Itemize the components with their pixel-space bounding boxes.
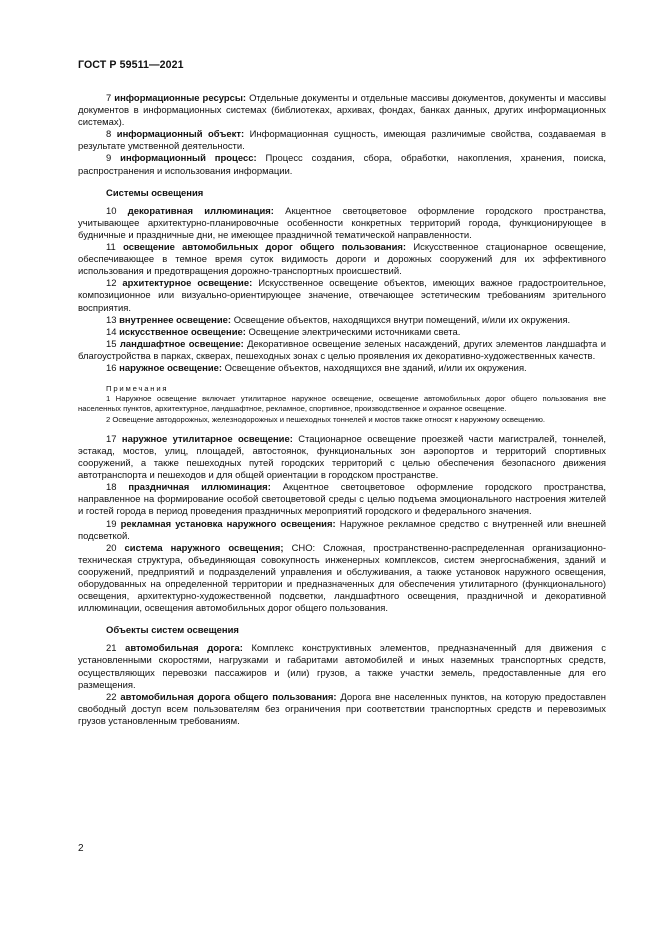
terms-block-4	[78, 643, 606, 728]
term-number: 11	[106, 242, 116, 254]
page-number: 2	[78, 843, 84, 854]
notes-block	[78, 384, 606, 425]
term-number: 16	[106, 362, 117, 374]
term-entry	[78, 93, 606, 129]
term-name: наружное освещение:	[119, 362, 223, 374]
term-number: 18	[106, 482, 117, 494]
term-definition: Акцентное светоцветовое оформление городского пространства, учитывающее архитектурно-планировочные особенности конкретных территорий города, функционирующее в будничные и праздничные дни, не имеющее праздничной тематической направленности.	[78, 205, 607, 241]
document-code-header: ГОСТ Р 59511—2021	[78, 59, 184, 71]
term-number: 8	[106, 129, 112, 141]
term-number: 9	[106, 153, 112, 165]
term-entry	[78, 692, 606, 728]
terms-block-1	[78, 93, 606, 178]
note-item: 1 Наружное освещение включает утилитарное наружное освещение, освещение автомобильных дорог общего пользования вне населенных пунктов, архитектурное, ландшафтное, рекламное, спортивное, производственное и охранное освещение.	[78, 394, 606, 414]
term-entry	[78, 543, 606, 616]
term-name: система наружного освещения;	[124, 542, 284, 554]
section-title-lighting-systems: Системы освещения	[106, 187, 204, 199]
note-item: 2 Освещение автодорожных, железнодорожных и пешеходных тоннелей и мостов также относят к наружному освещению.	[106, 414, 546, 424]
term-name: архитектурное освещение:	[122, 278, 253, 290]
term-name: автомобильная дорога:	[125, 643, 243, 655]
term-definition: Освещение электрическими источниками света.	[248, 326, 461, 338]
term-definition: Отдельные документы и отдельные массивы документов, документы и массивы документов в информационных системах (библиотеках, архивах, фондах, банках данных, других информационных системах).	[78, 93, 607, 129]
term-name: внутреннее освещение:	[119, 314, 232, 326]
term-number: 17	[106, 433, 117, 445]
term-entry	[78, 327, 606, 339]
term-definition: Стационарное освещение проезжей части магистралей, тоннелей, эстакад, мостов, улиц, площадей, автостоянок, функциональных зон аэропортов и территорий спортивных сооружений, а также пешеходных путей городских территорий с целью обеспечения безопасного движения автотранспорта и пешеходов и для общей ориентации в городском пространстве.	[78, 433, 606, 482]
term-name: праздничная иллюминация:	[128, 482, 271, 494]
term-entry	[78, 129, 606, 153]
term-number: 10	[106, 205, 117, 217]
term-number: 20	[106, 542, 117, 554]
term-entry	[78, 643, 606, 691]
term-name: искусственное освещение:	[119, 326, 246, 338]
term-name: автомобильная дорога общего пользования:	[120, 691, 337, 703]
term-number: 14	[106, 326, 117, 338]
term-name: освещение автомобильных дорог общего пользования:	[123, 242, 407, 254]
term-entry	[78, 153, 606, 177]
term-definition: Наружное рекламное средство с внутренней или внешней подсветкой.	[78, 518, 606, 542]
term-name: декоративная иллюминация:	[127, 205, 274, 217]
term-definition: Освещение объектов, находящихся внутри помещений, и/или их окружения.	[233, 314, 571, 326]
term-number: 15	[106, 338, 117, 350]
term-definition: Дорога вне населенных пунктов, на которую предоставлен свободный доступ всем пользователям без ограничения при соответствии транспортных средств и перевозимых грузов установленным требованиям.	[78, 691, 607, 727]
term-number: 21	[106, 643, 117, 655]
term-entry	[78, 363, 606, 375]
term-entry	[78, 482, 606, 518]
term-entry	[78, 339, 606, 363]
term-number: 7	[106, 93, 112, 104]
term-entry	[78, 315, 606, 327]
term-definition: Комплекс конструктивных элементов, предназначенный для движения с установленными скоростями, нагрузками и габаритами автомобилей и иных наземных транспортных средств, осуществляющих перевозки пассажиров и (или) грузов, а также участки земель, предоставленные для его размещения.	[78, 643, 606, 691]
term-number: 22	[106, 691, 117, 703]
term-name: информационный процесс:	[120, 153, 257, 165]
term-entry	[78, 278, 606, 314]
term-number: 19	[106, 518, 117, 530]
term-name: наружное утилитарное освещение:	[121, 433, 293, 445]
term-definition: Процесс создания, сбора, обработки, накопления, хранения, поиска, распространения и использования информации.	[78, 153, 607, 177]
section-title-lighting-objects: Объекты систем освещения	[106, 625, 239, 637]
term-name: ландшафтное освещение:	[119, 338, 244, 350]
terms-block-3	[78, 434, 606, 615]
terms-block-2	[78, 206, 606, 375]
term-entry	[78, 434, 606, 482]
term-definition: СНО: Сложная, пространственно-распределенная организационно-техническая структура, объединяющая совокупность инженерных комплексов, систем энергоснабжения, зданий и сооружений, предприятий и подразделений управления и обслуживания, а также установок наружного освещения, оборудованных на определенной территории и предназначенных для обеспечения утилитарного (функционального) освещения, архитектурно-художественной подсветки, ландшафтного освещения, праздничной и декоративной иллюминации, освещения автомобильных дорог общего пользования.	[78, 542, 606, 615]
term-definition: Искусственное стационарное освещение, обеспечивающее в темное время суток видимость дороги и дорожных сооружений для их эффективного использования и предотвращения дорожно-транспортных происшествий.	[78, 242, 607, 278]
term-definition: Освещение объектов, находящихся вне зданий, и/или их окружения.	[224, 362, 527, 374]
page-content	[78, 93, 606, 728]
term-definition: Акцентное светоцветовое оформление городского пространства, направленное на формирование особой светоцветовой среды с целью подъема эмоционального настроения жителей и гостей города в период проведения праздничных мероприятий городского и федерального значения.	[78, 482, 607, 518]
term-name: рекламная установка наружного освещения:	[120, 518, 336, 530]
term-entry	[78, 242, 606, 278]
term-definition: Декоративное освещение зеленых насаждений, других элементов ландшафта и благоустройства в парках, скверах, пешеходных зонах с целью проявления их декоративно-художественных качеств.	[78, 338, 606, 362]
term-entry	[78, 519, 606, 543]
term-number: 13	[106, 314, 117, 326]
term-name: информационные ресурсы:	[114, 93, 247, 104]
term-number: 12	[106, 278, 117, 290]
term-name: информационный объект:	[116, 129, 245, 141]
notes-heading: Примечания	[106, 384, 169, 394]
term-entry	[78, 206, 606, 242]
term-definition: Информационная сущность, имеющая различимые свойства, создаваемая в результате умственной деятельности.	[78, 129, 607, 153]
term-definition: Искусственное освещение объектов, имеющих важное градостроительное, композиционное или визуально-ориентирующее значение, отвечающее эстетическим требованиям зрительного восприятия.	[78, 278, 606, 314]
